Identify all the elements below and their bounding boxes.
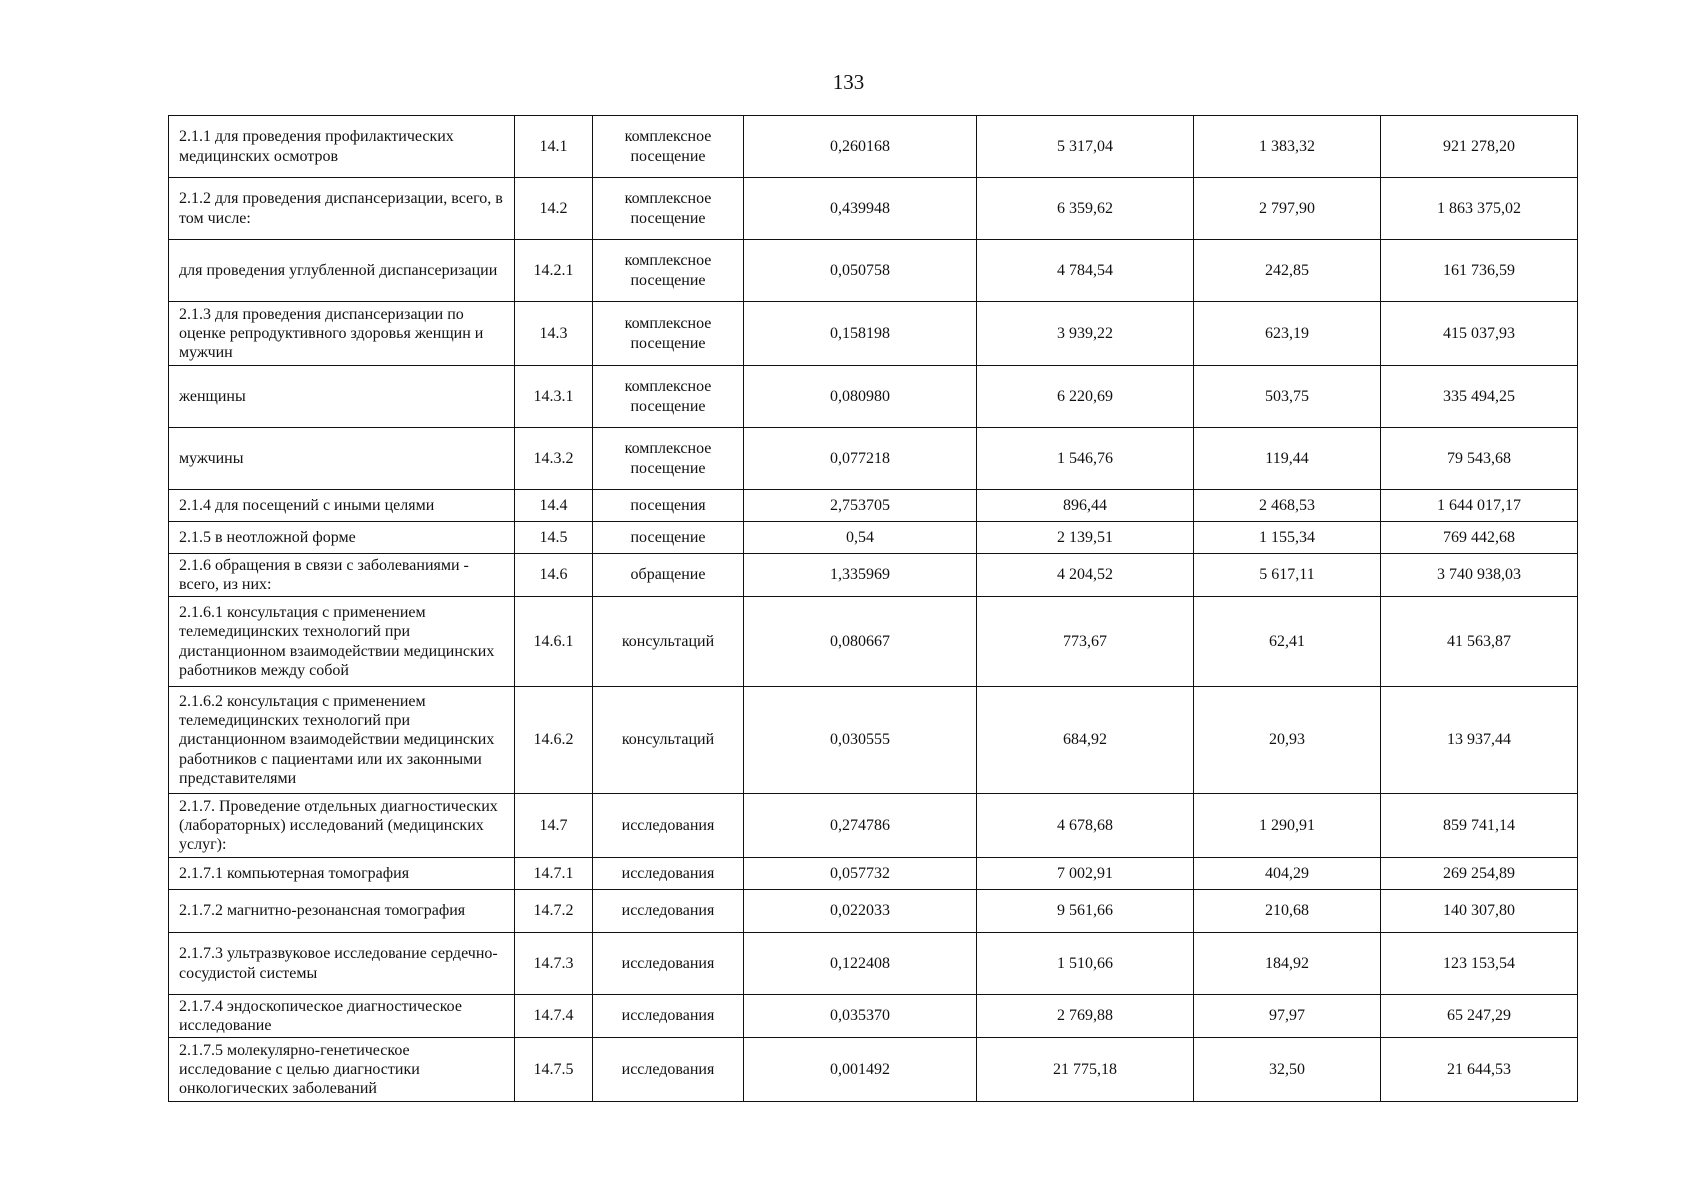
cell-cost: 2 139,51 xyxy=(977,522,1194,554)
cell-total: 1 863 375,02 xyxy=(1381,178,1578,240)
cell-code: 14.7.1 xyxy=(515,858,593,890)
cell-name: 2.1.6.2 консультация с применением телемедицинских технологий при дистанционном взаимодействии медицинских работников с пациентами или их законными представителями xyxy=(169,687,515,794)
cell-code: 14.2 xyxy=(515,178,593,240)
cell-name: женщины xyxy=(169,366,515,428)
cell-norm: 0,050758 xyxy=(744,240,977,302)
cell-code: 14.3 xyxy=(515,302,593,366)
table-row xyxy=(169,178,1578,240)
cell-per-capita: 1 290,91 xyxy=(1194,794,1381,858)
cell-total: 859 741,14 xyxy=(1381,794,1578,858)
cell-per-capita: 1 155,34 xyxy=(1194,522,1381,554)
cell-per-capita: 2 797,90 xyxy=(1194,178,1381,240)
cell-cost: 773,67 xyxy=(977,597,1194,687)
cell-per-capita: 97,97 xyxy=(1194,995,1381,1038)
cell-norm: 2,753705 xyxy=(744,490,977,522)
cell-unit: комплексное посещение xyxy=(593,240,744,302)
cell-cost: 4 678,68 xyxy=(977,794,1194,858)
cell-name: 2.1.7.1 компьютерная томография xyxy=(169,858,515,890)
cell-norm: 0,54 xyxy=(744,522,977,554)
cell-norm: 0,158198 xyxy=(744,302,977,366)
table-row xyxy=(169,522,1578,554)
cell-unit: исследования xyxy=(593,995,744,1038)
cell-total: 769 442,68 xyxy=(1381,522,1578,554)
cell-per-capita: 1 383,32 xyxy=(1194,116,1381,178)
cell-total: 415 037,93 xyxy=(1381,302,1578,366)
cell-total: 335 494,25 xyxy=(1381,366,1578,428)
cell-total: 140 307,80 xyxy=(1381,890,1578,933)
cell-total: 921 278,20 xyxy=(1381,116,1578,178)
cell-cost: 684,92 xyxy=(977,687,1194,794)
cell-code: 14.7 xyxy=(515,794,593,858)
cell-unit: комплексное посещение xyxy=(593,116,744,178)
cell-norm: 0,439948 xyxy=(744,178,977,240)
cell-cost: 6 359,62 xyxy=(977,178,1194,240)
cell-unit: комплексное посещение xyxy=(593,366,744,428)
table-row xyxy=(169,366,1578,428)
table-row xyxy=(169,240,1578,302)
cell-cost: 6 220,69 xyxy=(977,366,1194,428)
cell-name: 2.1.7.4 эндоскопическое диагностическое исследование xyxy=(169,995,515,1038)
cell-name: 2.1.3 для проведения диспансеризации по оценке репродуктивного здоровья женщин и мужчин xyxy=(169,302,515,366)
cell-total: 1 644 017,17 xyxy=(1381,490,1578,522)
cell-cost: 7 002,91 xyxy=(977,858,1194,890)
cell-code: 14.6.2 xyxy=(515,687,593,794)
cell-cost: 3 939,22 xyxy=(977,302,1194,366)
table-row xyxy=(169,490,1578,522)
cell-total: 161 736,59 xyxy=(1381,240,1578,302)
table-row xyxy=(169,890,1578,933)
cell-cost: 21 775,18 xyxy=(977,1038,1194,1102)
cell-unit: посещения xyxy=(593,490,744,522)
cell-code: 14.7.5 xyxy=(515,1038,593,1102)
cell-code: 14.4 xyxy=(515,490,593,522)
cell-total: 269 254,89 xyxy=(1381,858,1578,890)
table-row xyxy=(169,428,1578,490)
cell-code: 14.7.3 xyxy=(515,933,593,995)
cell-total: 13 937,44 xyxy=(1381,687,1578,794)
cell-per-capita: 62,41 xyxy=(1194,597,1381,687)
cell-name: 2.1.4 для посещений с иными целями xyxy=(169,490,515,522)
cell-unit: исследования xyxy=(593,858,744,890)
cell-unit: консультаций xyxy=(593,687,744,794)
cell-code: 14.1 xyxy=(515,116,593,178)
cell-cost: 1 546,76 xyxy=(977,428,1194,490)
cell-per-capita: 2 468,53 xyxy=(1194,490,1381,522)
cell-per-capita: 210,68 xyxy=(1194,890,1381,933)
cell-unit: консультаций xyxy=(593,597,744,687)
table-row xyxy=(169,116,1578,178)
cell-unit: обращение xyxy=(593,554,744,597)
table-row xyxy=(169,597,1578,687)
table-row xyxy=(169,858,1578,890)
cell-norm: 0,260168 xyxy=(744,116,977,178)
cell-total: 79 543,68 xyxy=(1381,428,1578,490)
cell-norm: 0,080667 xyxy=(744,597,977,687)
cell-per-capita: 242,85 xyxy=(1194,240,1381,302)
cell-name: 2.1.7.5 молекулярно-генетическое исследование с целью диагностики онкологических заболеваний xyxy=(169,1038,515,1102)
cell-norm: 0,001492 xyxy=(744,1038,977,1102)
table-row xyxy=(169,554,1578,597)
cell-code: 14.7.4 xyxy=(515,995,593,1038)
cell-cost: 2 769,88 xyxy=(977,995,1194,1038)
cell-name: 2.1.2 для проведения диспансеризации, всего, в том числе: xyxy=(169,178,515,240)
cell-norm: 0,030555 xyxy=(744,687,977,794)
cell-cost: 1 510,66 xyxy=(977,933,1194,995)
cell-code: 14.5 xyxy=(515,522,593,554)
cell-code: 14.6 xyxy=(515,554,593,597)
cell-per-capita: 119,44 xyxy=(1194,428,1381,490)
cell-per-capita: 623,19 xyxy=(1194,302,1381,366)
cell-total: 21 644,53 xyxy=(1381,1038,1578,1102)
data-table xyxy=(168,115,1578,1102)
cell-cost: 9 561,66 xyxy=(977,890,1194,933)
cell-unit: исследования xyxy=(593,890,744,933)
cell-total: 41 563,87 xyxy=(1381,597,1578,687)
table-row xyxy=(169,687,1578,794)
cell-code: 14.6.1 xyxy=(515,597,593,687)
cell-name: 2.1.7.3 ультразвуковое исследование сердечно-сосудистой системы xyxy=(169,933,515,995)
cell-total: 3 740 938,03 xyxy=(1381,554,1578,597)
cell-per-capita: 5 617,11 xyxy=(1194,554,1381,597)
cell-unit: комплексное посещение xyxy=(593,428,744,490)
cell-name: 2.1.7.2 магнитно-резонансная томография xyxy=(169,890,515,933)
cell-name: 2.1.6.1 консультация с применением телемедицинских технологий при дистанционном взаимодействии медицинских работников между собой xyxy=(169,597,515,687)
page-number: 133 xyxy=(832,70,865,94)
cell-per-capita: 404,29 xyxy=(1194,858,1381,890)
cell-norm: 0,077218 xyxy=(744,428,977,490)
cell-per-capita: 184,92 xyxy=(1194,933,1381,995)
cell-per-capita: 503,75 xyxy=(1194,366,1381,428)
cell-unit: исследования xyxy=(593,794,744,858)
cell-cost: 5 317,04 xyxy=(977,116,1194,178)
cell-name: 2.1.6 обращения в связи с заболеваниями - всего, из них: xyxy=(169,554,515,597)
cell-name: 2.1.5 в неотложной форме xyxy=(169,522,515,554)
cell-code: 14.2.1 xyxy=(515,240,593,302)
cell-name: 2.1.1 для проведения профилактических медицинских осмотров xyxy=(169,116,515,178)
cell-total: 123 153,54 xyxy=(1381,933,1578,995)
table-row xyxy=(169,933,1578,995)
table-row xyxy=(169,1038,1578,1102)
cell-unit: исследования xyxy=(593,1038,744,1102)
cell-norm: 1,335969 xyxy=(744,554,977,597)
table-row xyxy=(169,995,1578,1038)
cell-unit: комплексное посещение xyxy=(593,178,744,240)
cell-per-capita: 32,50 xyxy=(1194,1038,1381,1102)
cell-unit: посещение xyxy=(593,522,744,554)
table-row xyxy=(169,794,1578,858)
cell-norm: 0,122408 xyxy=(744,933,977,995)
cell-unit: исследования xyxy=(593,933,744,995)
cell-norm: 0,274786 xyxy=(744,794,977,858)
cell-per-capita: 20,93 xyxy=(1194,687,1381,794)
cell-total: 65 247,29 xyxy=(1381,995,1578,1038)
cell-cost: 4 784,54 xyxy=(977,240,1194,302)
cell-norm: 0,035370 xyxy=(744,995,977,1038)
cell-name: мужчины xyxy=(169,428,515,490)
cell-code: 14.3.1 xyxy=(515,366,593,428)
cell-name: для проведения углубленной диспансеризации xyxy=(169,240,515,302)
cell-norm: 0,057732 xyxy=(744,858,977,890)
cell-name: 2.1.7. Проведение отдельных диагностических (лабораторных) исследований (медицинских услуг): xyxy=(169,794,515,858)
cell-norm: 0,022033 xyxy=(744,890,977,933)
cell-code: 14.7.2 xyxy=(515,890,593,933)
table-body xyxy=(169,116,1578,1102)
cell-code: 14.3.2 xyxy=(515,428,593,490)
cell-cost: 4 204,52 xyxy=(977,554,1194,597)
cell-cost: 896,44 xyxy=(977,490,1194,522)
cell-unit: комплексное посещение xyxy=(593,302,744,366)
table-row xyxy=(169,302,1578,366)
cell-norm: 0,080980 xyxy=(744,366,977,428)
